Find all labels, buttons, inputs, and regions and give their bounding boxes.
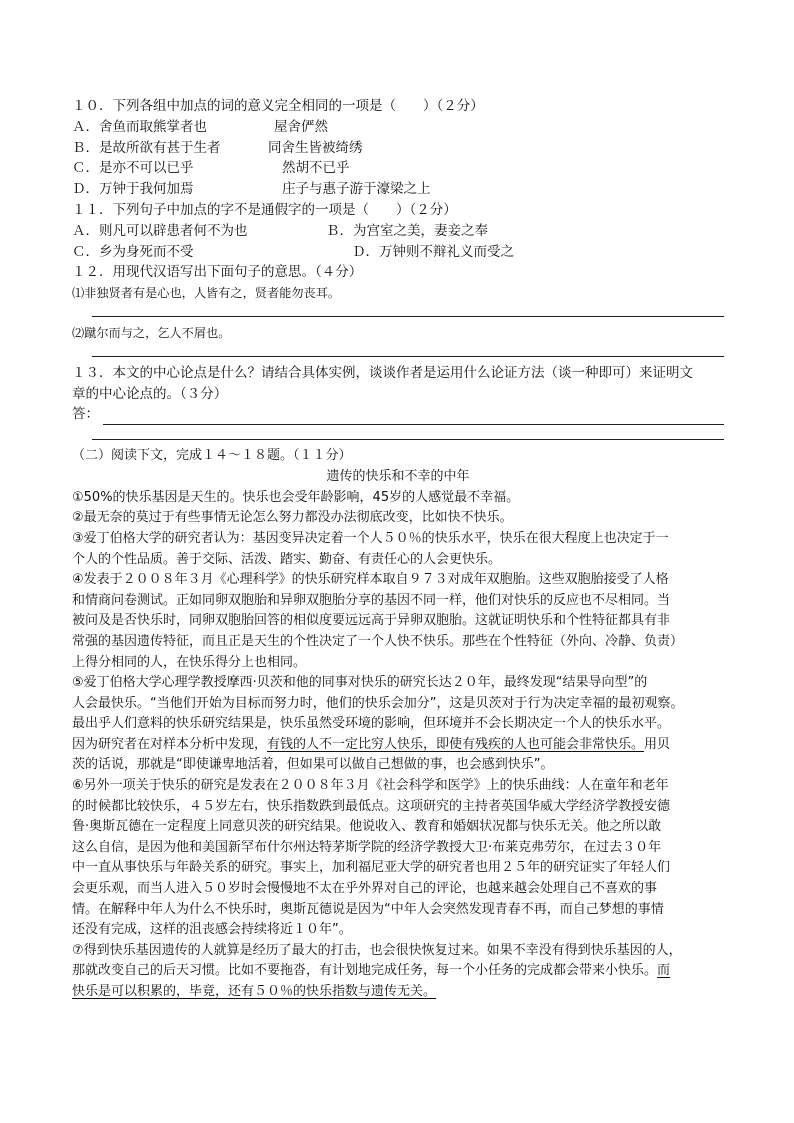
paragraph-7: ⑦得到快乐基因遗传的人就算是经历了最大的打击，也会很快恢复过来。如果不幸没有得到快乐基因的人， 那就改变自己的后天习惯。比如不要拖沓，有计划地完成任务，每一个小任务的完成都会带来小快乐。而 快乐是可以积累的，毕竟，还有５０％的快乐指数与遗传无关。 — [72, 942, 682, 999]
q13-answer-label: 答： — [72, 406, 99, 423]
paragraph-3: ③爱丁伯格大学的研究者认为：基因变异决定着一个人５０％的快乐水平，快乐在很大程度上也决定于一 个人的个性品质。善于交际、活泼、踏实、勤奋、有责任心的人会更快乐。 — [72, 530, 669, 567]
q12-stem: １２．用现代汉语写出下面句子的意思。（４分） — [72, 264, 363, 281]
article-title: 遗传的快乐和不幸的中年 — [326, 468, 470, 484]
paragraph-1: ①50%的快乐基因是天生的。快乐也会受年龄影响，45岁的人感觉最不幸福。 — [72, 489, 520, 505]
q13-answer-row — [72, 404, 724, 425]
q10-option-c: Ｃ．是亦不可以已乎 然胡不已乎 — [72, 160, 350, 177]
paragraph-6: ⑥另外一项关于快乐的研究是发表在２００８年３月《社会科学和医学》上的快乐曲线：人在童年和老年 的时候都比较快乐，４５岁左右，快乐指数跌到最低点。这项研究的主持者英国华威大学经济学教授安德 鲁·奥斯瓦德在一定程度上同意贝茨的研究结果。他说收入、教育和婚姻状况都与快乐无关。他之所以敢 这么自信，是因为他和美国新罕布什尔州达特茅斯学院的经济学教授大卫·布莱克弗劳尔，在过去３０年 中一直从事快乐与年龄关系的研究。事实上，加利福尼亚大学的研究者也用２５年的研究证实了年轻人们 会更乐观，而当人进入５０岁时会慢慢地不太在乎外界对自己的评论，也越来越会处理自己不喜欢的事 情。在解释中年人为什么不快乐时，奥斯瓦德说是因为“中年人会突然发现青春不再，而自己梦想的事情 还没有完成，这样的沮丧感会持续将近１０年”。 — [72, 778, 671, 938]
paragraph-5: ⑤爱丁伯格大学心理学教授摩西·贝茨和他的同事对快乐的研究长达２０年，最终发现“结果导向型”的 人会最快乐。“当他们开始为目标而努力时，他们的快乐会加分”，这是贝茨对于行为决定幸福的最初观察。 最出乎人们意料的快乐研究结果是，快乐虽然受环境的影响，但环境并不会长期决定一个人的快乐水平。 因为研究者在对样本分析中发现，有钱的人不一定比穷人快乐，即使有残疾的人也可能会非常快乐。用贝 茨的话说，那就是“即使谦卑地活着，但如果可以做自己想做的事，也会感到快乐”。 — [72, 675, 684, 773]
underlined-sentence-2: 快乐是可以积累的，毕竟，还有５０％的快乐指数与遗传无关。 — [72, 984, 437, 999]
section-header: （二）阅读下文，完成１４～１８题。（１１分） — [72, 448, 352, 464]
exam-page — [72, 96, 724, 1003]
q12-sentence-2: ⑵蹴尔而与之，乞人不屑也。 — [72, 325, 231, 340]
q11-option-cd: Ｃ．乡为身死而不受 Ｄ．万钟则不辩礼义而受之 — [72, 243, 514, 260]
q10-option-d: Ｄ．万钟于我何加焉 庄子与惠子游于濠梁之上 — [72, 181, 431, 198]
q13-answer-line-2[interactable] — [92, 431, 724, 440]
q11-option-ab: Ａ．则凡可以辟患者何不为也 Ｂ．为宫室之美，妻妾之奉 — [72, 222, 488, 239]
q13-answer-line-1[interactable] — [103, 410, 724, 425]
q12-answer-line-1[interactable] — [92, 308, 724, 317]
q11-stem: １１．下列句子中加点的字不是通假字的一项是（ ）（２分） — [72, 201, 457, 218]
q12-sentence-1: ⑴非独贤者有是心也，人皆有之，贤者能勿丧耳。 — [72, 286, 341, 301]
underlined-sentence-2-start: 而 — [657, 963, 671, 979]
paragraph-2: ②最无奈的莫过于有些事情无论怎么努力都没办法彻底改变，比如快不快乐。 — [72, 510, 513, 526]
q13-stem-line-1: １３．本文的中心论点是什么？请结合具体实例，谈谈作者是运用什么论证方法（谈一种即可）来证明文 — [72, 364, 693, 381]
q10-stem: １０．下列各组中加点的词的意义完全相同的一项是（ ）（２分） — [72, 98, 484, 114]
q10-option-b: Ｂ．是故所欲有甚于生者 同舍生皆被绮绣 — [72, 139, 363, 156]
q13-stem-line-2: 章的中心论点的。（３分） — [72, 385, 228, 402]
underlined-sentence-1: 有钱的人不一定比穷人快乐，即使有残疾的人也可能会非常快乐。 — [267, 736, 645, 752]
q12-answer-line-2[interactable] — [92, 348, 724, 357]
q10-option-a: Ａ．舍鱼而取熊掌者也 屋舍俨然 — [72, 118, 328, 135]
paragraph-4: ④发表于２００８年３月《心理科学》的快乐研究样本取自９７３对成年双胞胎。这些双胞胎接受了人格 和情商问卷测试。正如同卵双胞胎和异卵双胞胎分享的基因不同一样，他们对快乐的反应也不尽相同。当 被问及是否快乐时，同卵双胞胎回答的相似度要远远高于异卵双胞胎。这就证明快乐和个性特征都具有非 常强的基因遗传特征，而且正是天生的个性决定了一个人快不快乐。那些在个性特征（外向、冷静、负责） 上得分相同的人，在快乐得分上也相同。 — [72, 572, 684, 670]
